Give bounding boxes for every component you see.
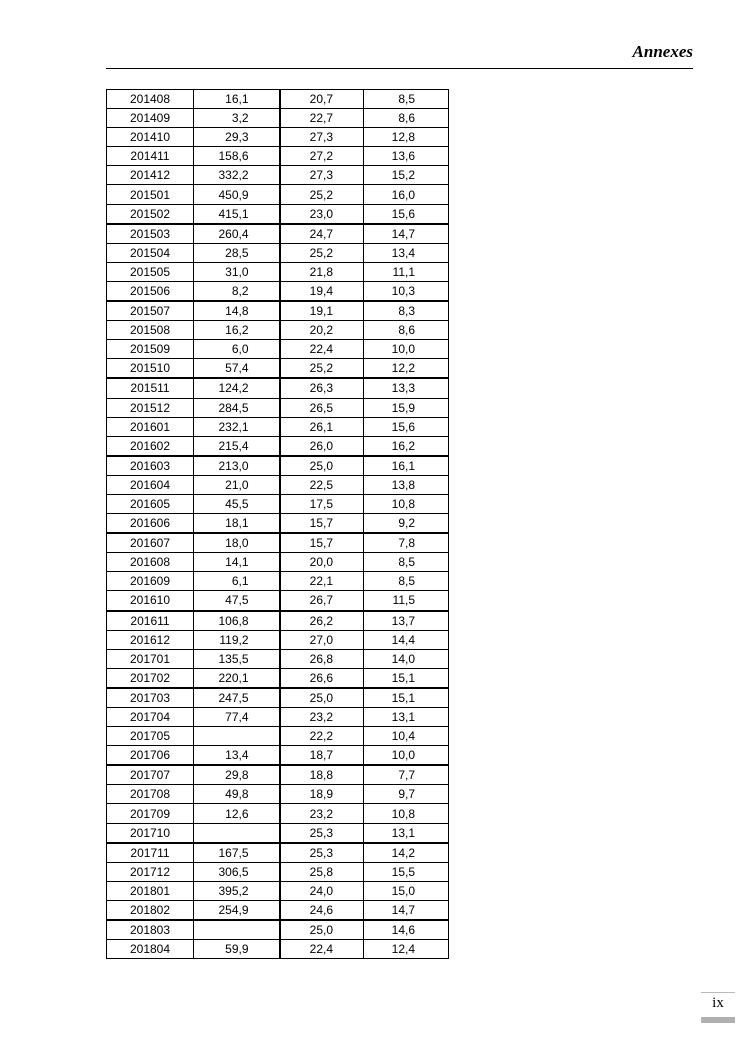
table-cell: 16,1 <box>364 456 449 476</box>
header-rule <box>106 68 693 69</box>
table-cell: 19,1 <box>280 301 364 321</box>
table-cell: 23,2 <box>280 708 364 727</box>
table-row <box>107 417 449 436</box>
table-cell: 201801 <box>107 881 194 900</box>
table-cell: 23,0 <box>280 204 364 224</box>
table-cell: 201602 <box>107 436 194 456</box>
table-row <box>107 940 449 959</box>
table-row <box>107 920 449 940</box>
table-cell: 284,5 <box>194 398 280 417</box>
table-cell: 201511 <box>107 378 194 398</box>
table-cell: 24,6 <box>280 900 364 920</box>
table-cell: 25,0 <box>280 688 364 708</box>
table-cell: 15,6 <box>364 417 449 436</box>
table-cell: 254,9 <box>194 900 280 920</box>
table-cell: 25,2 <box>280 359 364 379</box>
table-cell: 201510 <box>107 359 194 379</box>
table-row <box>107 591 449 611</box>
table-cell: 201605 <box>107 494 194 513</box>
table-cell: 14,6 <box>364 920 449 940</box>
table-cell: 26,1 <box>280 417 364 436</box>
table-row <box>107 649 449 668</box>
table-cell: 201506 <box>107 281 194 301</box>
table-cell: 3,2 <box>194 109 280 128</box>
table-cell: 124,2 <box>194 378 280 398</box>
table-cell: 22,4 <box>280 340 364 359</box>
table-cell: 25,0 <box>280 456 364 476</box>
table-cell: 23,2 <box>280 804 364 823</box>
table-cell: 27,0 <box>280 630 364 649</box>
table-row <box>107 688 449 708</box>
table-cell: 27,2 <box>280 147 364 166</box>
table-cell <box>194 823 280 843</box>
table-cell: 201502 <box>107 204 194 224</box>
table-cell: 220,1 <box>194 668 280 688</box>
table-cell: 247,5 <box>194 688 280 708</box>
table-row <box>107 204 449 224</box>
table-cell: 395,2 <box>194 881 280 900</box>
table-cell: 450,9 <box>194 185 280 204</box>
table-cell: 20,2 <box>280 321 364 340</box>
table-cell: 45,5 <box>194 494 280 513</box>
table-cell: 15,7 <box>280 533 364 553</box>
table-cell: 11,5 <box>364 591 449 611</box>
table-cell: 47,5 <box>194 591 280 611</box>
table-cell: 12,4 <box>364 940 449 959</box>
table-row <box>107 514 449 534</box>
table-row <box>107 281 449 301</box>
table-cell: 201504 <box>107 243 194 262</box>
table-cell: 25,2 <box>280 185 364 204</box>
table-row <box>107 321 449 340</box>
table-cell: 8,2 <box>194 281 280 301</box>
table-cell: 10,8 <box>364 494 449 513</box>
table-cell: 57,4 <box>194 359 280 379</box>
table-row <box>107 708 449 727</box>
table-cell: 18,8 <box>280 765 364 785</box>
table-cell: 201603 <box>107 456 194 476</box>
table-cell: 6,0 <box>194 340 280 359</box>
table-row <box>107 185 449 204</box>
table-cell: 119,2 <box>194 630 280 649</box>
table-cell: 16,1 <box>194 90 280 109</box>
table-row <box>107 900 449 920</box>
table-cell: 201611 <box>107 611 194 631</box>
table-cell: 21,8 <box>280 262 364 281</box>
table-row <box>107 90 449 109</box>
table-cell: 29,8 <box>194 765 280 785</box>
table-cell: 15,1 <box>364 688 449 708</box>
table-cell: 15,1 <box>364 668 449 688</box>
table-cell: 10,0 <box>364 340 449 359</box>
table-cell: 14,8 <box>194 301 280 321</box>
table-cell: 24,7 <box>280 224 364 244</box>
page-number-box <box>701 995 735 1023</box>
table-cell: 201609 <box>107 572 194 591</box>
table-row <box>107 475 449 494</box>
table-cell: 260,4 <box>194 224 280 244</box>
table-cell: 215,4 <box>194 436 280 456</box>
table-cell: 10,3 <box>364 281 449 301</box>
table-row <box>107 128 449 147</box>
table-cell: 213,0 <box>194 456 280 476</box>
table-row <box>107 630 449 649</box>
table-row <box>107 727 449 746</box>
data-table <box>106 89 449 959</box>
table-cell: 167,5 <box>194 843 280 863</box>
table-cell: 12,2 <box>364 359 449 379</box>
table-row <box>107 398 449 417</box>
table-cell: 201710 <box>107 823 194 843</box>
page-number: ix <box>712 995 724 1011</box>
table-cell: 13,3 <box>364 378 449 398</box>
table-cell: 16,2 <box>364 436 449 456</box>
table-cell: 59,9 <box>194 940 280 959</box>
table-cell: 10,4 <box>364 727 449 746</box>
table-cell: 201709 <box>107 804 194 823</box>
table-row <box>107 243 449 262</box>
table-cell: 201703 <box>107 688 194 708</box>
table-cell: 201612 <box>107 630 194 649</box>
table-row <box>107 109 449 128</box>
table-cell: 201802 <box>107 900 194 920</box>
table-cell: 201501 <box>107 185 194 204</box>
table-row <box>107 224 449 244</box>
table-cell: 13,4 <box>194 746 280 766</box>
table-cell: 201604 <box>107 475 194 494</box>
table-cell: 26,0 <box>280 436 364 456</box>
table-cell <box>194 920 280 940</box>
table-cell: 26,5 <box>280 398 364 417</box>
table-cell: 25,0 <box>280 920 364 940</box>
table-cell: 29,3 <box>194 128 280 147</box>
table-cell: 201711 <box>107 843 194 863</box>
table-cell: 8,5 <box>364 90 449 109</box>
table-cell: 15,6 <box>364 204 449 224</box>
table-cell: 201411 <box>107 147 194 166</box>
table-row <box>107 456 449 476</box>
table-cell: 18,9 <box>280 785 364 804</box>
table-cell: 22,7 <box>280 109 364 128</box>
table-cell: 201505 <box>107 262 194 281</box>
table-cell: 14,4 <box>364 630 449 649</box>
table-row <box>107 572 449 591</box>
table-cell: 13,6 <box>364 147 449 166</box>
table-cell: 21,0 <box>194 475 280 494</box>
table-cell: 201701 <box>107 649 194 668</box>
table-cell: 18,1 <box>194 514 280 534</box>
table-cell: 13,8 <box>364 475 449 494</box>
table-cell: 13,1 <box>364 708 449 727</box>
page-tab-line <box>701 992 735 993</box>
table-row <box>107 262 449 281</box>
table-cell: 201704 <box>107 708 194 727</box>
table-cell: 15,9 <box>364 398 449 417</box>
table-cell: 14,7 <box>364 900 449 920</box>
table-cell: 8,6 <box>364 321 449 340</box>
table-cell: 24,0 <box>280 881 364 900</box>
table-cell: 201610 <box>107 591 194 611</box>
table-cell: 14,2 <box>364 843 449 863</box>
table-cell: 135,5 <box>194 649 280 668</box>
table-cell: 13,4 <box>364 243 449 262</box>
table-cell: 15,7 <box>280 514 364 534</box>
table-cell: 20,0 <box>280 553 364 572</box>
table-row <box>107 359 449 379</box>
table-row <box>107 533 449 553</box>
table-cell: 201705 <box>107 727 194 746</box>
table-cell: 31,0 <box>194 262 280 281</box>
table-cell: 201408 <box>107 90 194 109</box>
table-cell: 18,0 <box>194 533 280 553</box>
table-cell: 201607 <box>107 533 194 553</box>
table-row <box>107 494 449 513</box>
table-row <box>107 804 449 823</box>
table-cell: 16,2 <box>194 321 280 340</box>
table-cell: 22,4 <box>280 940 364 959</box>
table-cell: 13,7 <box>364 611 449 631</box>
table-cell: 6,1 <box>194 572 280 591</box>
table-cell: 201712 <box>107 862 194 881</box>
table-cell: 201702 <box>107 668 194 688</box>
table-cell: 22,1 <box>280 572 364 591</box>
table-cell: 20,7 <box>280 90 364 109</box>
table-row <box>107 823 449 843</box>
table-cell: 232,1 <box>194 417 280 436</box>
table-cell: 201509 <box>107 340 194 359</box>
table-row <box>107 436 449 456</box>
table-cell: 26,8 <box>280 649 364 668</box>
table-cell: 201608 <box>107 553 194 572</box>
table-cell: 22,2 <box>280 727 364 746</box>
table-cell: 201507 <box>107 301 194 321</box>
table-cell: 10,0 <box>364 746 449 766</box>
table-row <box>107 843 449 863</box>
table-row <box>107 301 449 321</box>
table-cell: 9,7 <box>364 785 449 804</box>
table-cell: 158,6 <box>194 147 280 166</box>
table-cell: 201512 <box>107 398 194 417</box>
table-cell: 332,2 <box>194 166 280 185</box>
table-cell: 8,3 <box>364 301 449 321</box>
table-cell: 10,8 <box>364 804 449 823</box>
table-cell: 14,1 <box>194 553 280 572</box>
table-cell: 8,5 <box>364 572 449 591</box>
table-cell: 201803 <box>107 920 194 940</box>
table-cell: 7,8 <box>364 533 449 553</box>
table-cell: 306,5 <box>194 862 280 881</box>
table-cell: 26,6 <box>280 668 364 688</box>
table-cell: 11,1 <box>364 262 449 281</box>
table-cell: 26,7 <box>280 591 364 611</box>
page-tab-bar <box>701 1017 735 1023</box>
table-cell: 15,5 <box>364 862 449 881</box>
table-cell: 22,5 <box>280 475 364 494</box>
table-cell: 12,8 <box>364 128 449 147</box>
table-row <box>107 881 449 900</box>
table-row <box>107 765 449 785</box>
table-cell: 77,4 <box>194 708 280 727</box>
table-row <box>107 668 449 688</box>
table-cell: 27,3 <box>280 128 364 147</box>
table-cell: 201708 <box>107 785 194 804</box>
table-cell: 9,2 <box>364 514 449 534</box>
table-row <box>107 378 449 398</box>
table-cell: 201606 <box>107 514 194 534</box>
table-cell: 14,0 <box>364 649 449 668</box>
table-cell: 26,3 <box>280 378 364 398</box>
table-cell: 12,6 <box>194 804 280 823</box>
table-cell: 15,2 <box>364 166 449 185</box>
table-cell: 25,2 <box>280 243 364 262</box>
table-cell: 8,6 <box>364 109 449 128</box>
table-row <box>107 862 449 881</box>
table-cell: 201804 <box>107 940 194 959</box>
table-row <box>107 340 449 359</box>
table-row <box>107 611 449 631</box>
table-cell: 15,0 <box>364 881 449 900</box>
table-row <box>107 746 449 766</box>
table-row <box>107 147 449 166</box>
table-cell: 8,5 <box>364 553 449 572</box>
table-cell: 201410 <box>107 128 194 147</box>
table-cell: 201601 <box>107 417 194 436</box>
table-cell: 18,7 <box>280 746 364 766</box>
table-row <box>107 785 449 804</box>
table-cell: 26,2 <box>280 611 364 631</box>
table-cell: 25,3 <box>280 823 364 843</box>
table-cell: 201503 <box>107 224 194 244</box>
table-cell: 19,4 <box>280 281 364 301</box>
table-cell: 27,3 <box>280 166 364 185</box>
table-cell: 106,8 <box>194 611 280 631</box>
table-cell: 201707 <box>107 765 194 785</box>
table-cell: 16,0 <box>364 185 449 204</box>
table-cell: 201706 <box>107 746 194 766</box>
table-cell: 17,5 <box>280 494 364 513</box>
header-title: Annexes <box>632 42 693 61</box>
table-cell: 25,8 <box>280 862 364 881</box>
table-cell: 415,1 <box>194 204 280 224</box>
table-body <box>107 90 449 959</box>
table-cell: 25,3 <box>280 843 364 863</box>
table-cell: 14,7 <box>364 224 449 244</box>
table-row <box>107 166 449 185</box>
table-cell: 49,8 <box>194 785 280 804</box>
table-cell: 13,1 <box>364 823 449 843</box>
table-cell: 201412 <box>107 166 194 185</box>
table-cell: 201508 <box>107 321 194 340</box>
table-cell <box>194 727 280 746</box>
table-cell: 28,5 <box>194 243 280 262</box>
table-cell: 201409 <box>107 109 194 128</box>
table-cell: 7,7 <box>364 765 449 785</box>
table-row <box>107 553 449 572</box>
